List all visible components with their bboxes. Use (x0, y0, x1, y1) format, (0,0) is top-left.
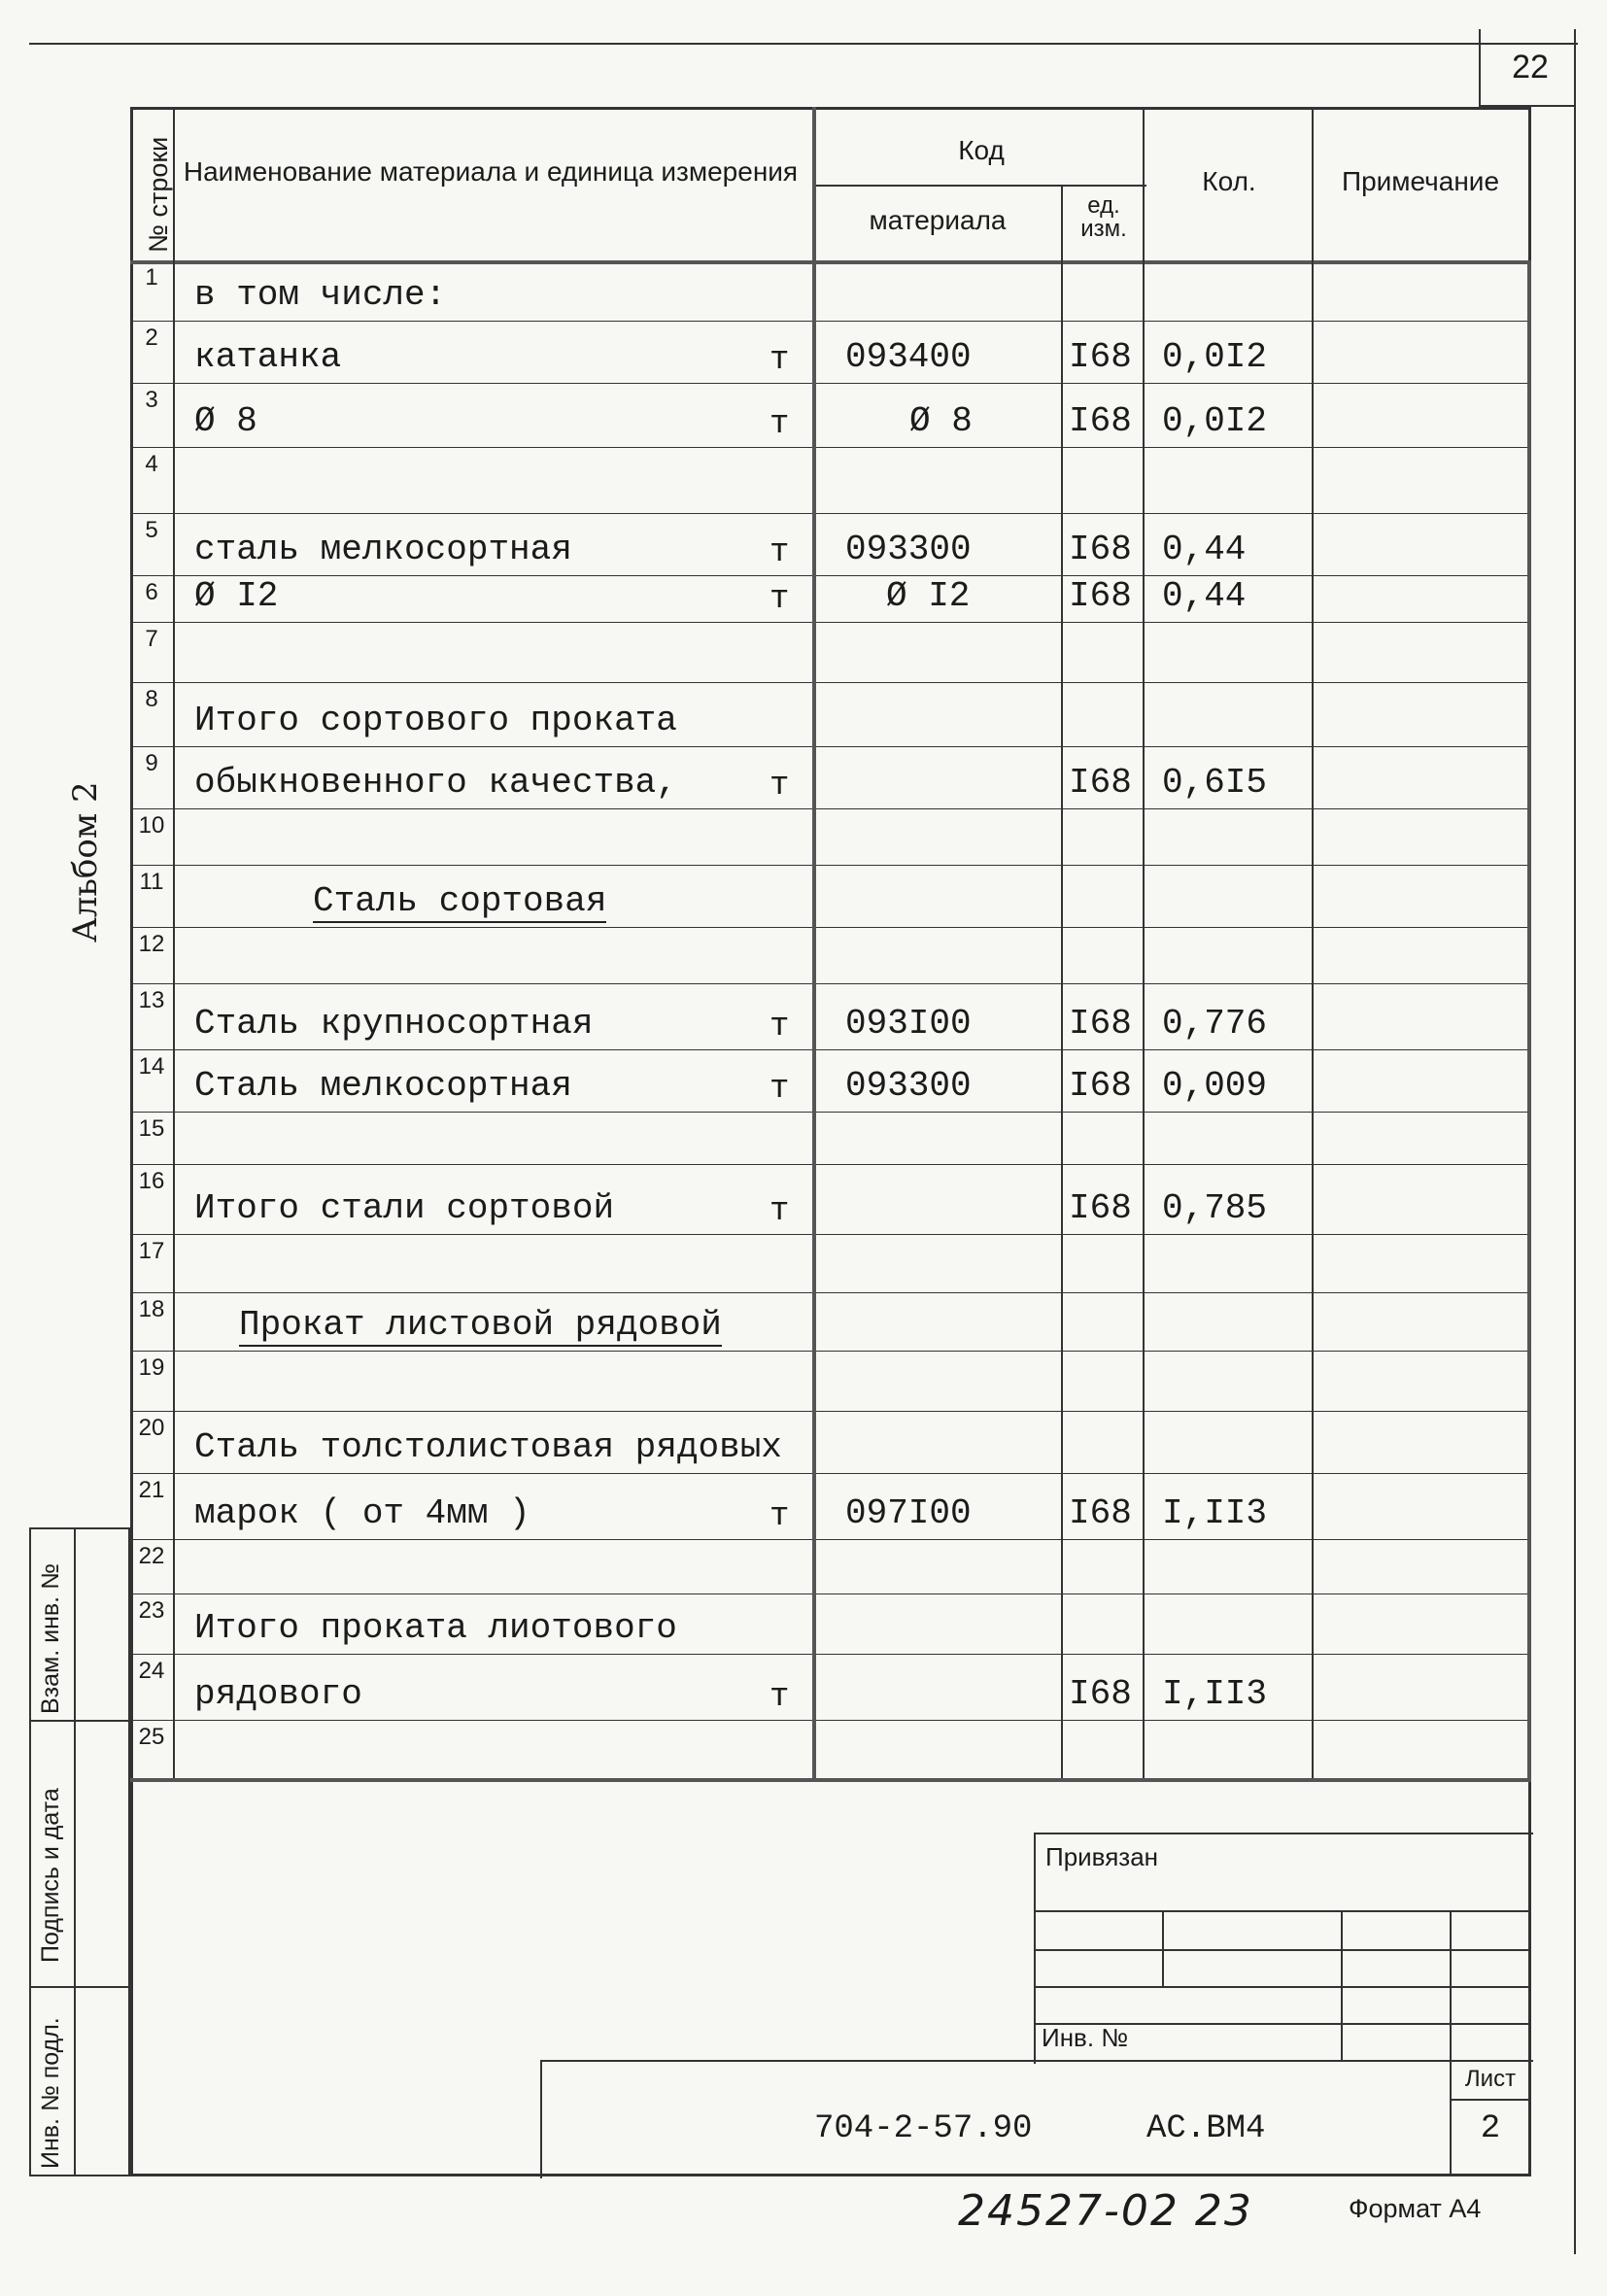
quantity: I,II3 (1162, 1493, 1268, 1533)
row-number: 2 (145, 325, 158, 351)
row-number: 20 (138, 1415, 165, 1441)
row-line (130, 1778, 1531, 1782)
col-line-code (1061, 185, 1063, 1778)
unit-char: т (769, 1679, 790, 1716)
row-line (130, 1234, 1531, 1235)
unit-code: I68 (1069, 1004, 1132, 1044)
col-line-qty (1312, 107, 1314, 1778)
sheet-box-left (1479, 29, 1481, 105)
material-code: 097I00 (845, 1493, 972, 1533)
row-line (130, 1411, 1531, 1412)
title-block-lower (540, 2060, 1533, 2178)
side-stamp-line-2 (29, 1986, 130, 1988)
row-number: 7 (145, 626, 158, 652)
row-number: 5 (145, 517, 158, 543)
list-label-line (1450, 2099, 1531, 2101)
header-row-no: № строки (144, 136, 173, 253)
unit-code: I68 (1069, 763, 1132, 803)
inv-no-label: Инв. № (1042, 2023, 1129, 2052)
material-name: сталь мелкосортная (194, 530, 572, 569)
material-name: Ø I2 (194, 576, 279, 616)
unit-char: т (769, 768, 790, 805)
unit-code: I68 (1069, 337, 1132, 377)
row-number: 25 (138, 1724, 165, 1750)
row-line (130, 1049, 1531, 1050)
doc-code: 704-2-57.90 (814, 2110, 1033, 2147)
row-line (130, 865, 1531, 866)
row-line (130, 808, 1531, 809)
section-heading: Сталь сортовая (313, 881, 607, 921)
row-line (130, 513, 1531, 514)
row-number: 6 (145, 579, 158, 605)
row-number: 18 (138, 1296, 165, 1322)
unit-char: т (769, 581, 790, 618)
header-name: Наименование материала и единица измерения (183, 156, 799, 187)
material-name: обыкновенного качества, (194, 763, 677, 803)
unit-char: т (769, 1071, 790, 1108)
side-inv-podl: Инв. № подл. (37, 2017, 64, 2169)
top-rule (29, 43, 1578, 45)
material-name: Сталь толстолистовая рядовых (194, 1427, 782, 1467)
unit-code: I68 (1069, 1674, 1132, 1714)
row-line (130, 1593, 1531, 1594)
material-name: катанка (194, 337, 342, 377)
tb-vline-1 (1162, 1910, 1164, 1986)
quantity: 0,776 (1162, 1004, 1268, 1044)
quantity: 0,785 (1162, 1188, 1268, 1228)
unit-char: т (769, 1498, 790, 1535)
unit-code: I68 (1069, 1188, 1132, 1228)
row-number: 16 (138, 1168, 165, 1194)
row-line (130, 1292, 1531, 1293)
privyazan-label: Привязан (1045, 1842, 1159, 1871)
row-number: 17 (138, 1238, 165, 1264)
row-line (130, 575, 1531, 576)
material-name: Ø 8 (194, 401, 257, 441)
side-podpis: Подпись и дата (37, 1788, 64, 1963)
row-line (130, 927, 1531, 928)
header-qty: Кол. (1202, 166, 1256, 196)
row-line (130, 746, 1531, 747)
row-line (130, 983, 1531, 984)
row-line (130, 1720, 1531, 1721)
side-vzam: Взам. инв. № (37, 1563, 64, 1714)
row-number: 10 (138, 812, 165, 839)
col-line-unit (1143, 107, 1145, 1778)
header-unit: ед. изм. (1080, 192, 1127, 242)
doc-mark: АС.ВМ4 (1146, 2110, 1266, 2147)
material-name: Сталь мелкосортная (194, 1066, 572, 1106)
unit-char: т (769, 1009, 790, 1045)
row-line (130, 1539, 1531, 1540)
row-number: 11 (139, 869, 164, 895)
row-line (130, 1654, 1531, 1655)
quantity: I,II3 (1162, 1674, 1268, 1714)
header-material: материала (869, 205, 1007, 235)
list-number: 2 (1480, 2110, 1501, 2147)
header-note: Примечание (1341, 166, 1500, 196)
side-stamp-divider (74, 1527, 76, 2176)
quantity: 0,0I2 (1162, 401, 1268, 441)
row-number: 21 (138, 1477, 165, 1503)
quantity: 0,44 (1162, 576, 1247, 616)
quantity: 0,009 (1162, 1066, 1268, 1106)
tb-line-1 (1034, 1910, 1531, 1912)
material-code: 093300 (845, 530, 972, 569)
row-number: 15 (138, 1115, 165, 1142)
unit-char: т (769, 1193, 790, 1230)
row-number: 3 (145, 387, 158, 413)
material-name: рядового (194, 1674, 362, 1714)
row-line (130, 1473, 1531, 1474)
header-code: Код (958, 135, 1005, 165)
row-number: 19 (138, 1354, 165, 1381)
row-line (130, 1351, 1531, 1352)
row-number: 24 (138, 1658, 165, 1684)
row-line (130, 1112, 1531, 1113)
row-number: 8 (145, 686, 158, 712)
col-line-num (173, 107, 175, 1778)
header-code-divider (816, 185, 1146, 187)
sheet-number-top: 22 (1512, 49, 1549, 86)
tb-line-3 (1034, 1986, 1531, 1988)
material-code: Ø 8 (909, 401, 973, 441)
unit-code: I68 (1069, 530, 1132, 569)
row-line (130, 383, 1531, 384)
material-name: Сталь крупносортная (194, 1004, 594, 1044)
row-line (130, 682, 1531, 683)
unit-char: т (769, 406, 790, 443)
tb-vline-2 (1341, 1910, 1343, 2062)
row-number: 4 (145, 451, 158, 477)
unit-code: I68 (1069, 576, 1132, 616)
row-line (130, 1164, 1531, 1165)
tb-line-2 (1034, 1949, 1531, 1951)
row-line (130, 447, 1531, 448)
material-code: 093400 (845, 337, 972, 377)
row-number: 9 (145, 750, 158, 776)
row-number: 13 (138, 987, 165, 1013)
row-line (130, 622, 1531, 623)
quantity: 0,6I5 (1162, 763, 1268, 803)
material-code: 093300 (845, 1066, 972, 1106)
material-name: Итого сортового проката (194, 701, 677, 740)
list-label: Лист (1464, 2066, 1517, 2092)
material-name: Итого стали сортовой (194, 1188, 615, 1228)
row-number: 14 (138, 1053, 165, 1079)
col-line-right (1527, 260, 1531, 1778)
material-name: марок ( от 4мм ) (194, 1493, 530, 1533)
format-label: Формат А4 (1349, 2194, 1482, 2223)
col-line-name (812, 107, 816, 1778)
unit-char: т (769, 342, 790, 379)
material-code: 093I00 (845, 1004, 972, 1044)
row-line (130, 321, 1531, 322)
row-number: 1 (145, 264, 158, 291)
section-heading: Прокат листовой рядовой (239, 1305, 722, 1345)
header-bottom-line (130, 260, 1531, 264)
quantity: 0,44 (1162, 530, 1247, 569)
row-number: 23 (138, 1597, 165, 1624)
unit-char: т (769, 534, 790, 571)
unit-code: I68 (1069, 401, 1132, 441)
unit-code: I68 (1069, 1066, 1132, 1106)
album-label: Альбом 2 (66, 781, 105, 942)
material-name: в том числе: (194, 275, 447, 315)
row-number: 12 (138, 931, 165, 957)
quantity: 0,0I2 (1162, 337, 1268, 377)
unit-code: I68 (1069, 1493, 1132, 1533)
material-name: Итого проката лиотового (194, 1608, 677, 1648)
handwritten-number: 24527-02 23 (958, 2186, 1253, 2236)
right-page-edge (1574, 29, 1576, 2254)
row-number: 22 (138, 1543, 165, 1569)
side-stamp-line-1 (29, 1720, 130, 1722)
material-code: Ø I2 (886, 576, 971, 616)
